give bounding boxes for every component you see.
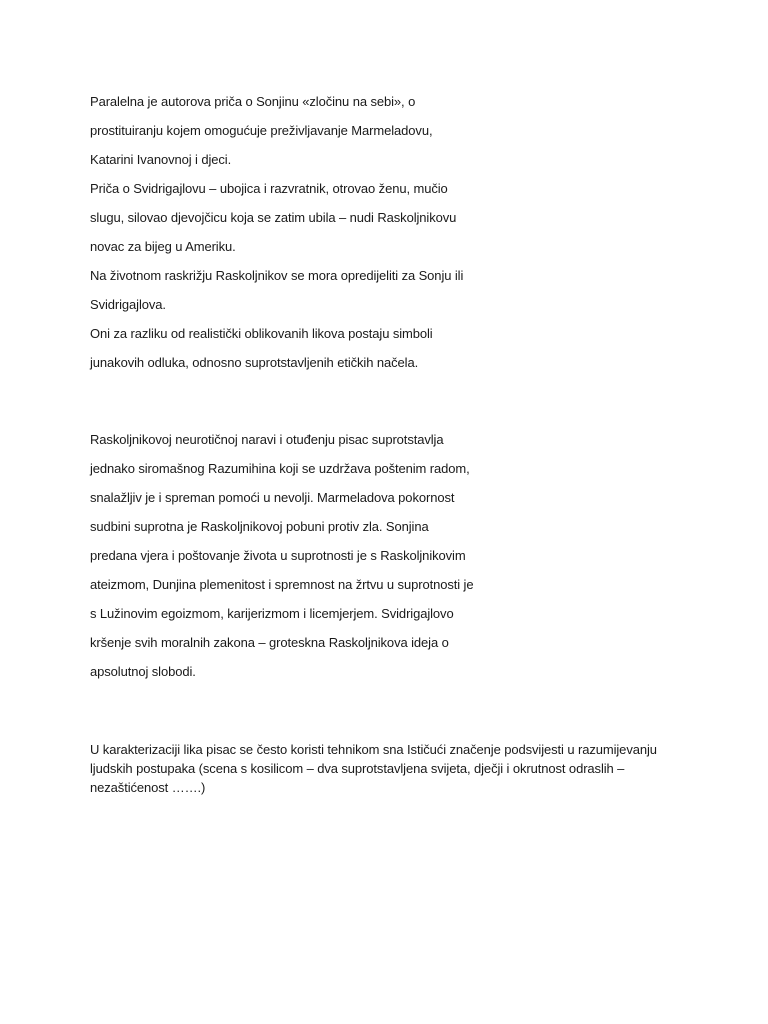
paragraph-line: Raskoljnikovoj neurotičnoj naravi i otuđenju pisac suprotstavlja bbox=[90, 432, 444, 447]
paragraph-line: jednako siromašnog Razumihina koji se uzdržava poštenim radom, bbox=[90, 461, 470, 476]
paragraph-line: slugu, silovao djevojčicu koja se zatim ubila – nudi Raskoljnikovu bbox=[90, 210, 457, 225]
paragraph-line: ateizmom, Dunjina plemenitost i spremnost na žrtvu u suprotnosti je bbox=[90, 577, 474, 592]
paragraph-line: novac za bijeg u Ameriku. bbox=[90, 239, 236, 254]
paragraph-line: snalažljiv je i spreman pomoći u nevolji. Marmeladova pokornost bbox=[90, 490, 455, 505]
paragraph-line: predana vjera i poštovanje života u suprotnosti je s Raskoljnikovim bbox=[90, 548, 466, 563]
paragraph-line: Priča o Svidrigajlovu – ubojica i razvratnik, otrovao ženu, mučio bbox=[90, 181, 448, 196]
paragraph-line: U karakterizaciji lika pisac se često koristi tehnikom sna Ističući značenje podsvijesti u razumijevanju bbox=[90, 742, 657, 757]
paragraph-line: prostituiranju kojem omogućuje preživljavanje Marmeladovu, bbox=[90, 123, 433, 138]
paragraph-line: Paralelna je autorova priča o Sonjinu «zločinu na sebi», o bbox=[90, 94, 416, 109]
paragraph-line: junakovih odluka, odnosno suprotstavljenih etičkih načela. bbox=[90, 355, 419, 370]
paragraph-line: Katarini Ivanovnoj i djeci. bbox=[90, 152, 232, 167]
paragraph-line: s Lužinovim egoizmom, karijerizmom i licemjerjem. Svidrigajlovo bbox=[90, 606, 454, 621]
paragraph-line: apsolutnoj slobodi. bbox=[90, 664, 196, 679]
paragraph-line: nezaštićenost …….) bbox=[90, 780, 206, 795]
paragraph-line: kršenje svih moralnih zakona – groteskna Raskoljnikova ideja o bbox=[90, 635, 449, 650]
paragraph-line: Svidrigajlova. bbox=[90, 297, 166, 312]
paragraph-line: ljudskih postupaka (scena s kosilicom – dva suprotstavljena svijeta, dječji i okrutnost odraslih – bbox=[90, 761, 625, 776]
paragraph-line: Oni za razliku od realistički oblikovanih likova postaju simboli bbox=[90, 326, 433, 341]
paragraph-line: sudbini suprotna je Raskoljnikovoj pobuni protiv zla. Sonjina bbox=[90, 519, 429, 534]
paragraph-line: Na životnom raskrižju Raskoljnikov se mora opredijeliti za Sonju ili bbox=[90, 268, 464, 283]
